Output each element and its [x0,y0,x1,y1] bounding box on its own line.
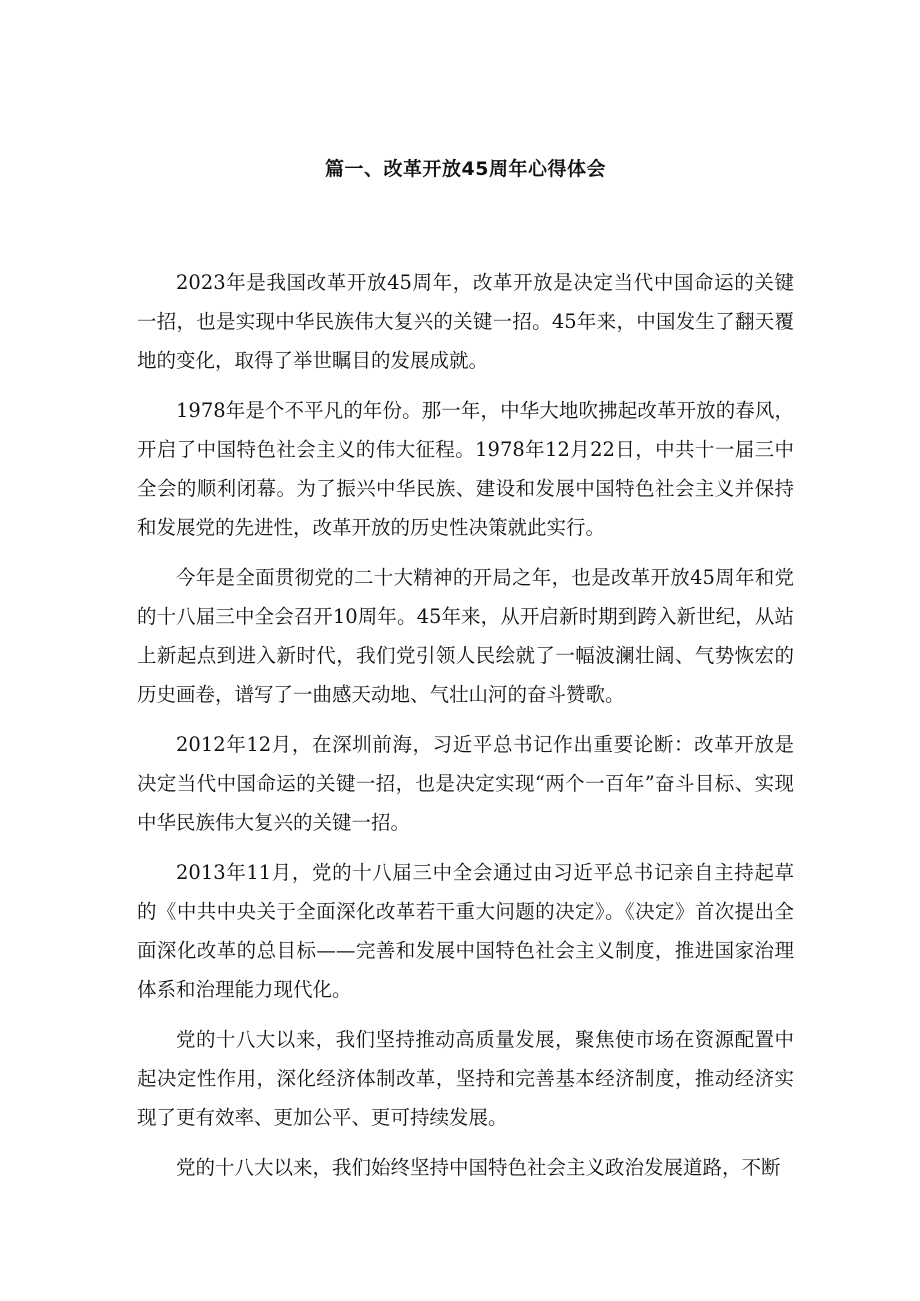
paragraph-6: 党的十八大以来，我们坚持推动高质量发展，聚焦使市场在资源配置中起决定性作用，深化经济体制改革，坚持和完善基本经济制度，推动经济实现了更有效率、更加公平、更可持续发展。 [137,1028,794,1129]
paragraph-3: 今年是全面贯彻党的二十大精神的开局之年，也是改革开放45周年和党的十八届三中全会召开10周年。45年来，从开启新时期到跨入新世纪，从站上新起点到进入新时代，我们党引领人民绘就了一幅波澜壮阔、气势恢宏的历史画卷，谱写了一曲感天动地、气壮山河的奋斗赞歌。 [137,566,794,706]
paragraph-5: 2013年11月，党的十八届三中全会通过由习近平总书记亲自主持起草的《中共中央关于全面深化改革若干重大问题的决定》。《决定》首次提出全面深化改革的总目标——完善和发展中国特色社会主义制度，推进国家治理体系和治理能力现代化。 [137,861,794,1001]
paragraph-4: 2012年12月，在深圳前海，习近平总书记作出重要论断：改革开放是决定当代中国命运的关键一招，也是决定实现“两个一百年”奋斗目标、实现中华民族伟大复兴的关键一招。 [137,733,794,834]
paragraph-1: 2023年是我国改革开放45周年，改革开放是决定当代中国命运的关键一招，也是实现中华民族伟大复兴的关键一招。45年来，中国发生了翻天覆地的变化，取得了举世瞩目的发展成就。 [137,271,794,372]
paragraph-2: 1978年是个不平凡的年份。那一年，中华大地吹拂起改革开放的春风，开启了中国特色社会主义的伟大征程。1978年12月22日，中共十一届三中全会的顺利闭幕。为了振兴中华民族、建设和发展中国特色社会主义并保持和发展党的先进性，改革开放的历史性决策就此实行。 [137,399,794,539]
paragraph-7: 党的十八大以来，我们始终坚持中国特色社会主义政治发展道路，不断 [176,1156,781,1179]
document-title: 篇一、改革开放45周年心得体会 [325,158,606,180]
